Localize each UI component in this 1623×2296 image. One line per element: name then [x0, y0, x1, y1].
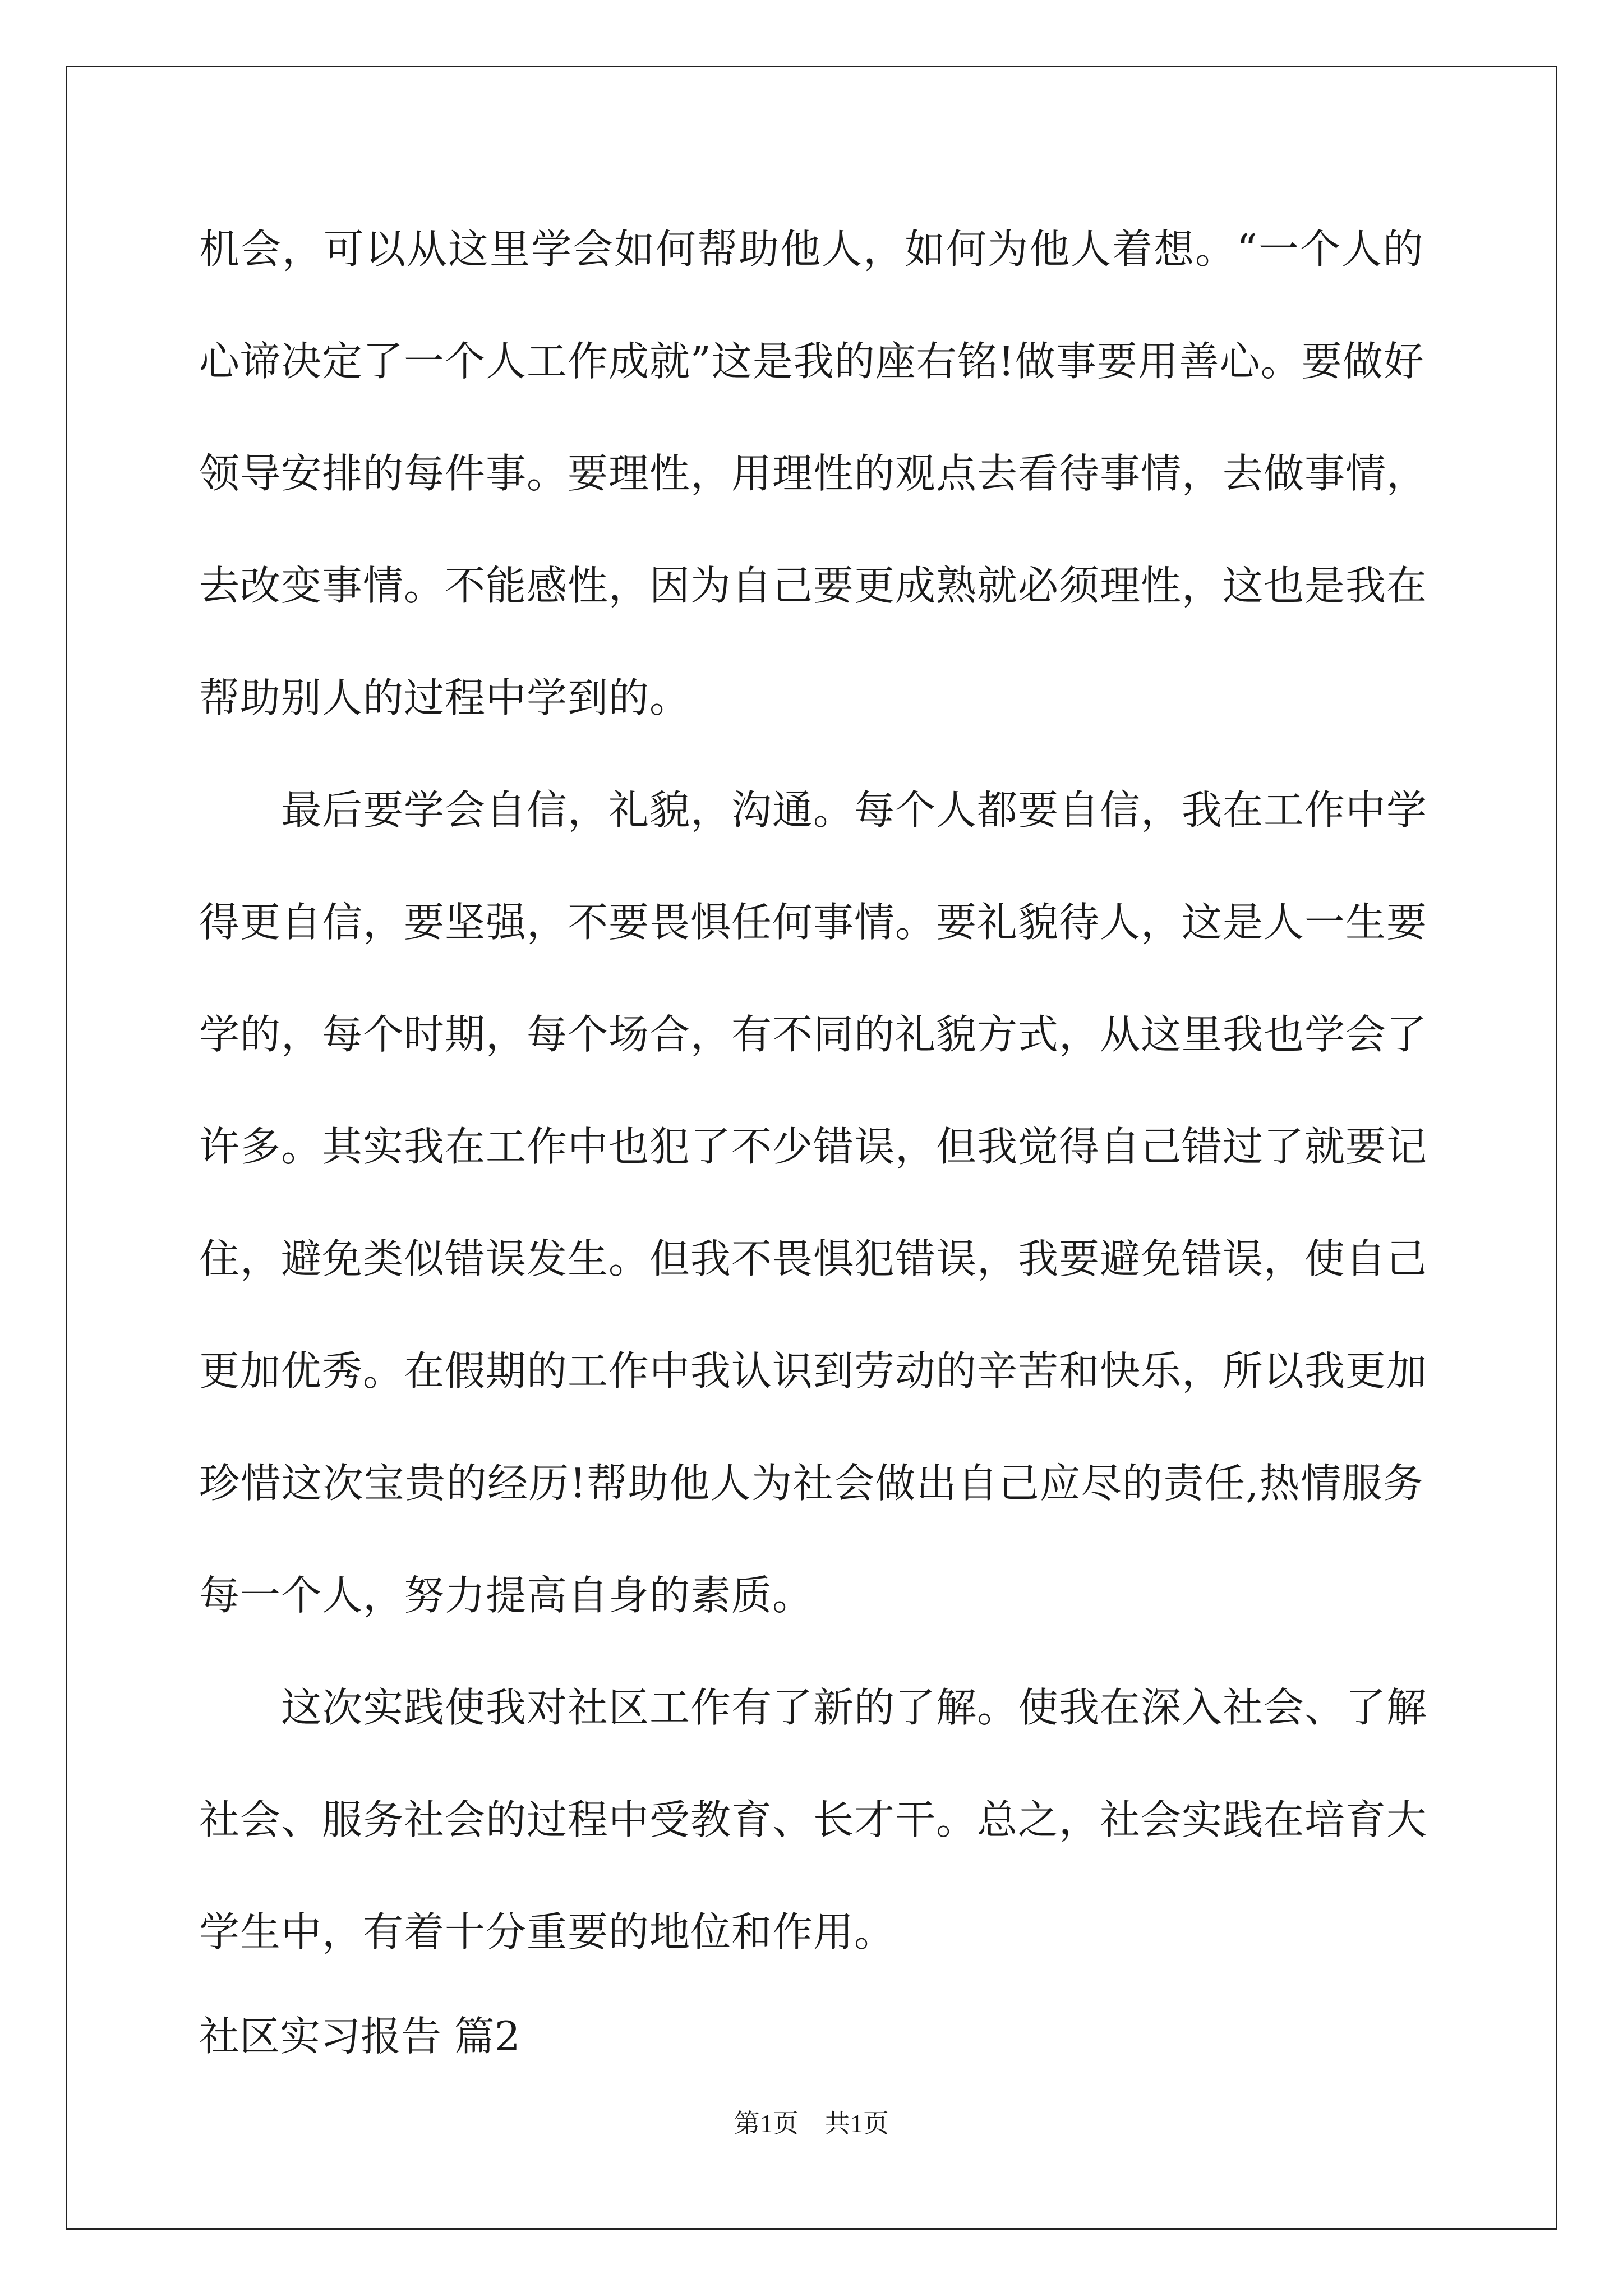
text-line: 学生中，有着十分重要的地位和作用。	[199, 1908, 896, 1955]
text-line: 每一个人，努力提高自身的素质。	[199, 1572, 814, 1619]
text-line: 帮助别人的过程中学到的。	[199, 674, 691, 721]
section-heading: 社区实习报告 篇2	[199, 2013, 520, 2060]
text-line: 学的，每个时期，每个场合，有不同的礼貌方式，从这里我也学会了	[199, 1011, 1428, 1058]
page-footer: 第1页 共1页	[734, 2109, 889, 2138]
text-line: 更加优秀。在假期的工作中我认识到劳动的辛苦和快乐，所以我更加	[199, 1347, 1428, 1395]
text-line: 机会，可以从这里学会如何帮助他人，如何为他人着想。“一个人的	[199, 226, 1424, 273]
text-line: 领导安排的每件事。要理性，用理性的观点去看待事情，去做事情，	[199, 450, 1428, 497]
text-line: 珍惜这次宝贵的经历!帮助他人为社会做出自己应尽的责任,热情服务	[199, 1460, 1424, 1507]
text-line: 许多。其实我在工作中也犯了不少错误，但我觉得自己错过了就要记	[199, 1123, 1428, 1170]
text-line: 这次实践使我对社区工作有了新的了解。使我在深入社会、了解	[199, 1684, 1428, 1731]
text-line: 去改变事情。不能感性，因为自己要更成熟就必须理性，这也是我在	[199, 562, 1428, 609]
text-line: 最后要学会自信，礼貌，沟通。每个人都要自信，我在工作中学	[199, 786, 1428, 834]
text-line: 住，避免类似错误发生。但我不畏惧犯错误，我要避免错误，使自己	[199, 1235, 1428, 1282]
text-line: 社会、服务社会的过程中受教育、长才干。总之，社会实践在培育大	[199, 1796, 1428, 1843]
text-line: 心谛决定了一个人工作成就”这是我的座右铭!做事要用善心。要做好	[199, 338, 1424, 385]
text-line: 得更自信，要坚强，不要畏惧任何事情。要礼貌待人，这是人一生要	[199, 899, 1428, 946]
